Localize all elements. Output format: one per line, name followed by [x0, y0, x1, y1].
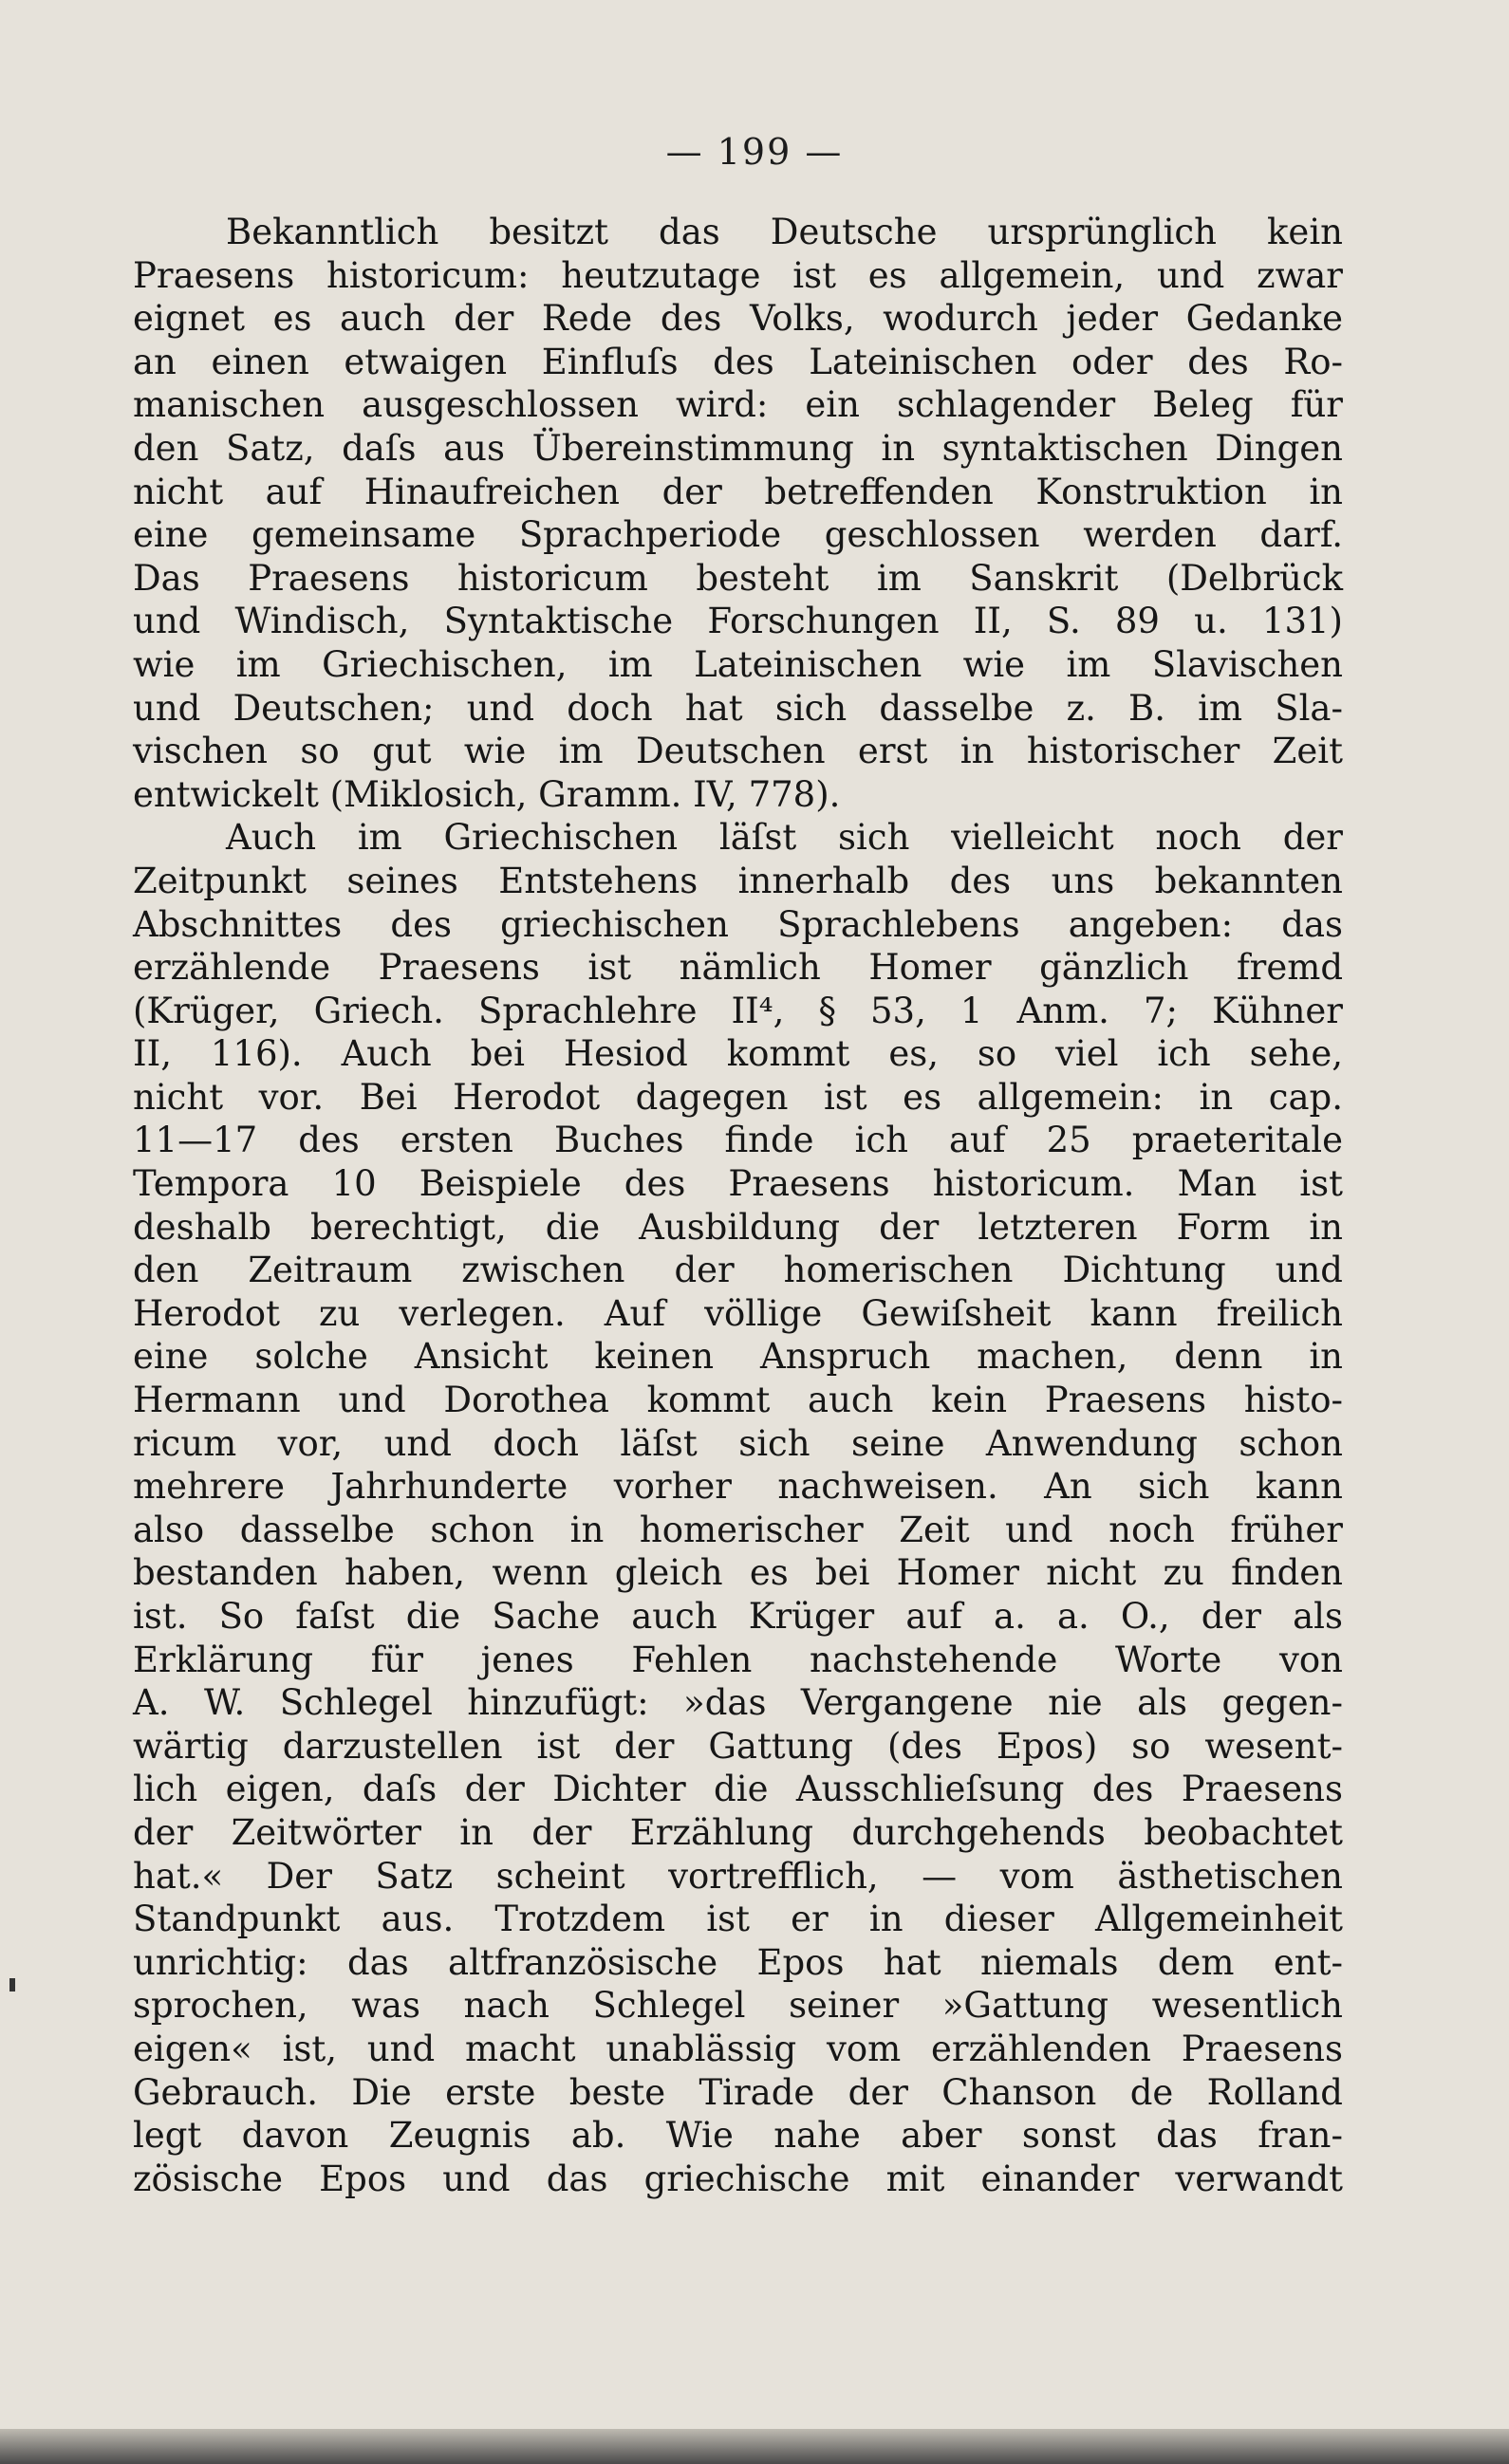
body-text — [133, 211, 1343, 2200]
text-line: legt davon Zeugnis ab. Wie nahe aber sonst das fran- — [133, 2115, 1343, 2157]
text-line: erzählende Praesens ist nämlich Homer gänzlich fremd — [133, 947, 1343, 989]
text-line: Bekanntlich besitzt das Deutsche ursprünglich kein — [226, 212, 1343, 252]
text-line: lich eigen, daſs der Dichter die Ausschlieſsung des Praesens — [133, 1769, 1343, 1810]
text-line: Abschnittes des griechischen Sprachlebens angeben: das — [133, 903, 1343, 945]
text-line: eignet es auch der Rede des Volks, wodurch jeder Gedanke — [133, 298, 1343, 340]
text-line: entwickelt (Miklosich, Gramm. IV, 778). — [133, 773, 841, 815]
text-line: Gebrauch. Die erste beste Tirade der Chanson de Rolland — [133, 2071, 1343, 2113]
text-line: Praesens historicum: heutzutage ist es allgemein, und zwar — [133, 254, 1343, 296]
text-line: deshalb berechtigt, die Ausbildung der letzteren Form in — [133, 1206, 1343, 1248]
text-line: manischen ausgeschlossen wird: ein schlagender Beleg für — [133, 384, 1343, 426]
text-line: sprochen, was nach Schlegel seiner »Gattung wesentlich — [133, 1985, 1343, 2027]
text-line: Tempora 10 Beispiele des Praesens historicum. Man ist — [133, 1163, 1343, 1205]
text-line: 11—17 des ersten Buches finde ich auf 25 praeteritale — [133, 1120, 1343, 1161]
text-line: eine solche Ansicht keinen Anspruch machen, denn in — [133, 1336, 1343, 1378]
text-line: nicht vor. Bei Herodot dagegen ist es allgemein: in cap. — [133, 1076, 1343, 1118]
text-line: unrichtig: das altfranzösische Epos hat niemals dem ent- — [133, 1941, 1343, 1983]
text-line: bestanden haben, wenn gleich es bei Homer nicht zu finden — [133, 1552, 1343, 1594]
text-line: der Zeitwörter in der Erzählung durchgehends beobachtet — [133, 1811, 1343, 1853]
text-line: Auch im Griechischen läſst sich vielleicht noch der — [226, 817, 1343, 859]
page-bottom-edge — [0, 2429, 1509, 2464]
text-line: und Deutschen; und doch hat sich dasselbe z. B. im Sla- — [133, 687, 1343, 729]
text-line: Erklärung für jenes Fehlen nachstehende Worte von — [133, 1639, 1343, 1680]
text-line: (Krüger, Griech. Sprachlehre II⁴, § 53, 1 Anm. 7; Kühner — [133, 990, 1343, 1031]
text-line: wie im Griechischen, im Lateinischen wie im Slavischen — [133, 643, 1343, 685]
text-line: ricum vor, und doch läſst sich seine Anwendung schon — [133, 1422, 1343, 1464]
text-line: Herodot zu verlegen. Auf völlige Gewiſsheit kann freilich — [133, 1292, 1343, 1334]
text-line: zösische Epos und das griechische mit einander verwandt — [133, 2158, 1343, 2199]
text-line: hat.« Der Satz scheint vortrefflich, — vom ästhetischen — [133, 1855, 1343, 1897]
text-line: wärtig darzustellen ist der Gattung (des Epos) so wesent- — [133, 1725, 1343, 1767]
text-line: eigen« ist, und macht unablässig vom erzählenden Praesens — [133, 2028, 1343, 2069]
text-line: Standpunkt aus. Trotzdem ist er in dieser Allgemeinheit — [133, 1899, 1343, 1940]
text-line: also dasselbe schon in homerischer Zeit und noch früher — [133, 1509, 1343, 1550]
text-line: und Windisch, Syntaktische Forschungen II, S. 89 u. 131) — [133, 601, 1343, 642]
margin-mark — [9, 1978, 15, 1992]
text-line: Zeitpunkt seines Entstehens innerhalb des uns bekannten — [133, 860, 1343, 901]
text-line: eine gemeinsame Sprachperiode geschlossen werden darf. — [133, 514, 1343, 556]
text-line: II, 116). Auch bei Hesiod kommt es, so viel ich sehe, — [133, 1033, 1343, 1075]
text-line: an einen etwaigen Einfluſs des Lateinischen oder des Ro- — [133, 341, 1343, 382]
text-line: nicht auf Hinaufreichen der betreffenden Konstruktion in — [133, 471, 1343, 512]
text-line: ist. So faſst die Sache auch Krüger auf a. a. O., der als — [133, 1596, 1343, 1637]
text-line: A. W. Schlegel hinzufügt: »das Vergangene nie als gegen- — [133, 1682, 1343, 1724]
text-line: vischen so gut wie im Deutschen erst in historischer Zeit — [133, 731, 1343, 772]
text-line: Hermann und Dorothea kommt auch kein Praesens histo- — [133, 1380, 1343, 1421]
text-line: mehrere Jahrhunderte vorher nachweisen. An sich kann — [133, 1466, 1343, 1508]
text-line: Das Praesens historicum besteht im Sanskrit (Delbrück — [133, 557, 1343, 599]
page-number: — 199 — — [665, 131, 844, 173]
text-line: den Satz, daſs aus Übereinstimmung in syntaktischen Dingen — [133, 427, 1343, 469]
text-line: den Zeitraum zwischen der homerischen Dichtung und — [133, 1250, 1343, 1291]
